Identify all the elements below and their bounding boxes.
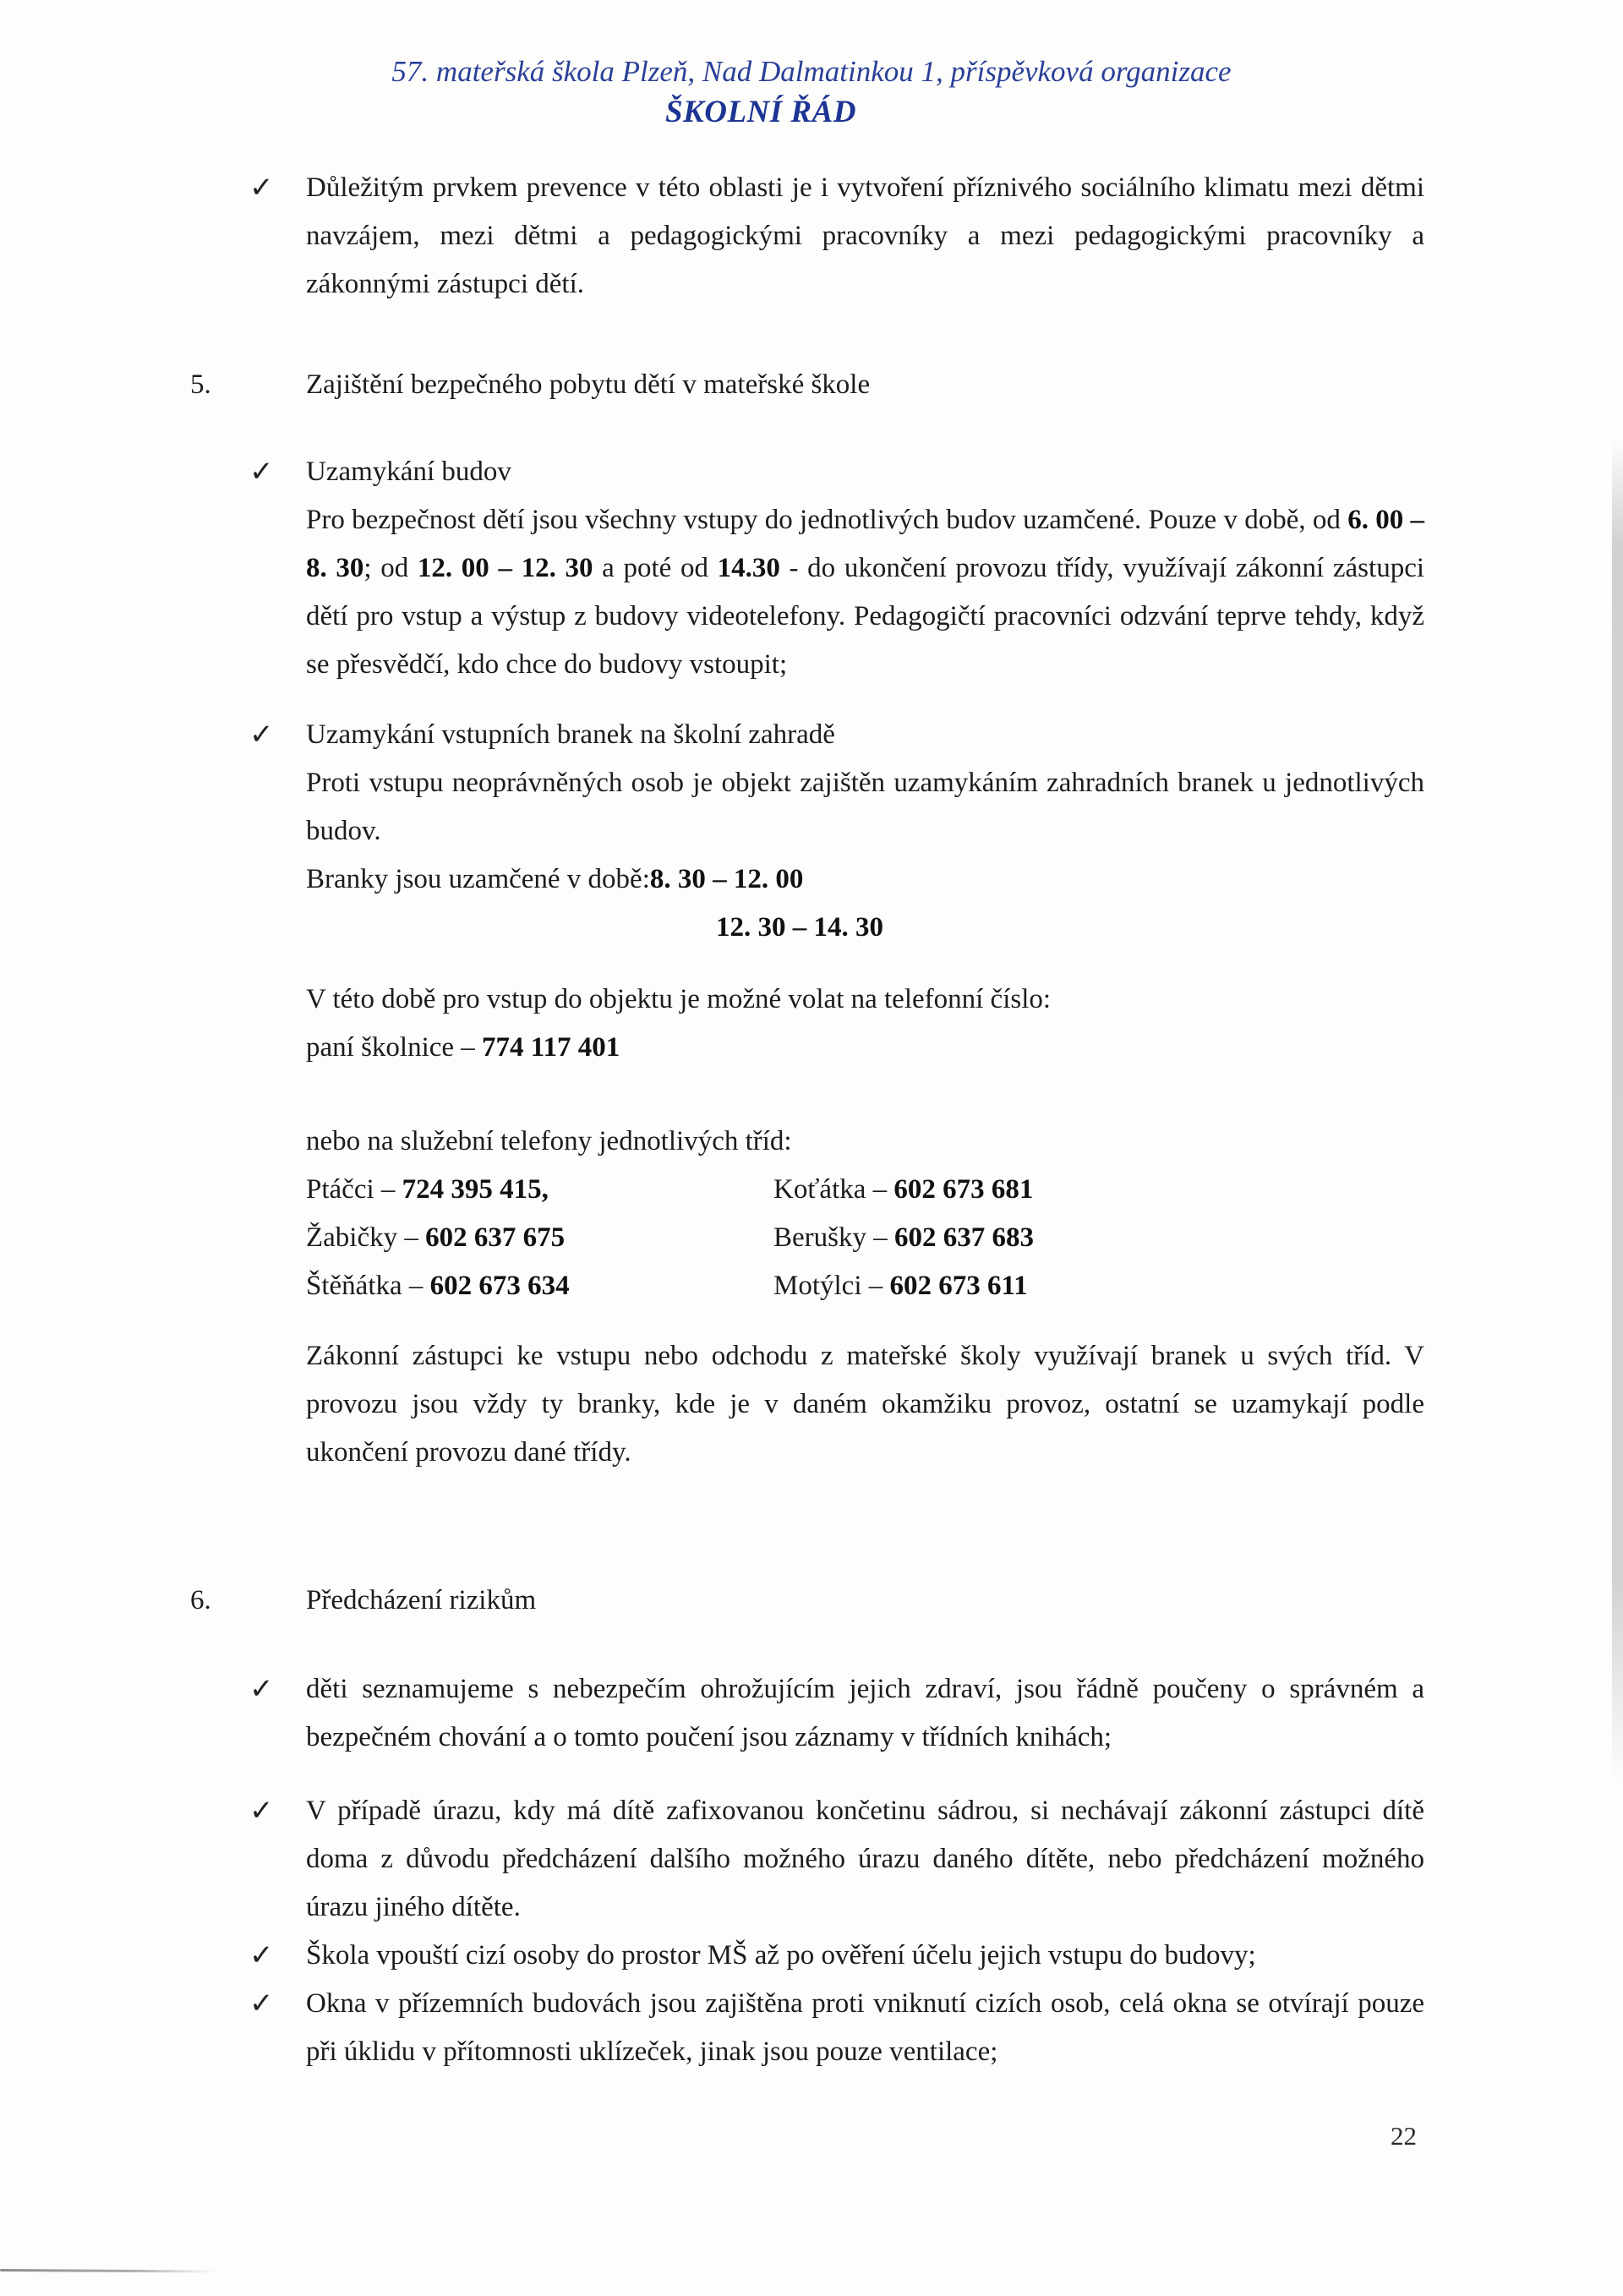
class-phone-cell <box>773 1214 1424 1262</box>
document-title: ŠKOLNÍ ŘÁD <box>664 95 857 129</box>
scan-artifact-edge-band <box>1612 440 1623 1784</box>
risk-bullet-visitors <box>249 1932 1424 1980</box>
check-icon: ✓ <box>249 719 274 751</box>
risk-bullet-instruction <box>249 1665 1424 1762</box>
class-phone-number: 602 637 675 <box>425 1222 566 1253</box>
check-icon: ✓ <box>249 1796 274 1827</box>
class-phone-row <box>306 1214 1424 1262</box>
class-phone-number: 602 673 611 <box>889 1271 1028 1301</box>
locking-gates-bullet <box>249 711 1424 952</box>
check-icon: ✓ <box>249 1674 274 1705</box>
locking-buildings-title: Uzamykání budov <box>306 456 511 487</box>
section-5-heading <box>190 361 1424 409</box>
school-name-line: 57. mateřská škola Plzeň, Nad Dalmatinkou 1, příspěvková organizace <box>391 55 1232 88</box>
risk-bullet-text: Škola vpouští cizí osoby do prostor MŠ až po ověření účelu jejich vstupu do budovy; <box>306 1940 1256 1971</box>
class-phone-number: 602 673 681 <box>893 1174 1034 1205</box>
class-phone-number: 602 637 683 <box>894 1222 1034 1253</box>
prevention-climate-bullet <box>249 164 1424 309</box>
page-number: 22 <box>1391 2121 1417 2151</box>
class-name: Koťátka – <box>773 1174 894 1205</box>
prevention-climate-text: Důležitým prvkem prevence v této oblasti je i vytvoření příznivého sociálního klimatu mezi dětmi navzájem, mezi dětmi a pedagogickými pracovníky a mezi pedagogickými pracovníky a zákonnými zástupci dětí. <box>306 172 1424 299</box>
janitor-phone-number: 774 117 401 <box>482 1032 620 1063</box>
class-phones-block <box>306 1118 1424 1310</box>
class-name: Žabičky – <box>306 1222 426 1253</box>
locking-gates-body: Proti vstupu neoprávněných osob je objekt zajištěn uzamykáním zahradních branek u jednotlivých budov. <box>306 768 1424 846</box>
locking-gates-title: Uzamykání vstupních branek na školní zahradě <box>306 719 835 750</box>
section-6-heading <box>190 1577 1424 1625</box>
risk-bullet-text: děti seznamujeme s nebezpečím ohrožujícím jejich zdraví, jsou řádně poučeny o správném a bezpečném chování a o tomto poučení jsou záznamy v třídních knihách; <box>306 1674 1424 1752</box>
locking-buildings-body: Pro bezpečnost dětí jsou všechny vstupy do jednotlivých budov uzamčené. Pouze v době, od 6. 00 – 8. 30; od 12. 00 – 12. 30 a poté od 14.30 - do ukončení provozu třídy, využívají zákonní zástupci dětí pro vstup a výstup z budovy videotelefony. Pedagogičtí pracovníci odzvání teprve tehdy, když se přesvědčí, kdo chce do budovy vstoupit; <box>306 505 1425 680</box>
gate-lock-times-label: Branky jsou uzamčené v době: <box>306 864 650 894</box>
class-phone-cell <box>773 1166 1424 1214</box>
class-phone-row <box>306 1166 1424 1214</box>
class-name: Ptáčci – <box>306 1174 402 1205</box>
section-5-title: Zajištění bezpečného pobytu dětí v mateřské škole <box>306 369 871 400</box>
gate-lock-time-morning: 8. 30 – 12. 00 <box>649 864 804 894</box>
class-phone-cell <box>773 1262 1424 1310</box>
risk-bullet-text: V případě úrazu, kdy má dítě zafixovanou končetinu sádrou, si nechávají zákonní zástupci dítě doma z důvodu předcházení dalšího možného úrazu daného dítěte, nebo předcházení možného úrazu jiného dítěte. <box>306 1796 1424 1922</box>
section-5-number: 5. <box>190 369 211 400</box>
janitor-label: paní školnice – <box>306 1032 483 1063</box>
class-name: Berušky – <box>773 1222 894 1253</box>
class-phones-intro: nebo na služební telefony jednotlivých tříd: <box>306 1126 792 1156</box>
gates-usage-paragraph: Zákonní zástupci ke vstupu nebo odchodu z mateřské školy využívají branek u svých tříd. V provozu jsou vždy ty branky, kde je v daném okamžiku provoz, ostatní se uzamykají podle ukončení provozu dané třídy. <box>306 1341 1424 1468</box>
gate-lock-time-afternoon: 12. 30 – 14. 30 <box>716 912 883 943</box>
class-phone-row <box>306 1262 1424 1310</box>
class-name: Motýlci – <box>773 1271 890 1301</box>
document-header <box>0 0 1623 134</box>
scan-artifact-scratch-line <box>0 2269 216 2273</box>
class-phone-cell <box>306 1214 773 1262</box>
check-icon: ✓ <box>249 456 274 488</box>
janitor-phone-line <box>306 1024 1424 1072</box>
risk-bullet-text: Okna v přízemních budovách jsou zajištěna proti vniknutí cizích osob, celá okna se otvírají pouze při úklidu v přítomnosti uklízeček, jinak jsou pouze ventilace; <box>306 1988 1424 2067</box>
section-6-title: Předcházení rizikům <box>306 1585 537 1615</box>
class-phone-cell <box>306 1166 773 1214</box>
phone-call-intro: V této době pro vstup do objektu je možné volat na telefonní číslo: <box>306 984 1052 1014</box>
check-icon: ✓ <box>249 172 274 204</box>
locking-buildings-bullet <box>249 448 1424 689</box>
class-phone-number: 602 673 634 <box>429 1271 570 1301</box>
section-6-number: 6. <box>190 1585 211 1615</box>
class-phone-cell <box>306 1262 773 1310</box>
risk-bullet-injury <box>249 1787 1424 1932</box>
check-icon: ✓ <box>249 1988 274 2020</box>
class-phone-number: 724 395 415, <box>402 1174 549 1205</box>
class-name: Štěňátka – <box>306 1271 430 1301</box>
phone-call-block <box>306 976 1424 1072</box>
risk-bullet-windows <box>249 1980 1424 2076</box>
check-icon: ✓ <box>249 1940 274 1971</box>
gate-lock-times-line <box>306 856 1424 904</box>
